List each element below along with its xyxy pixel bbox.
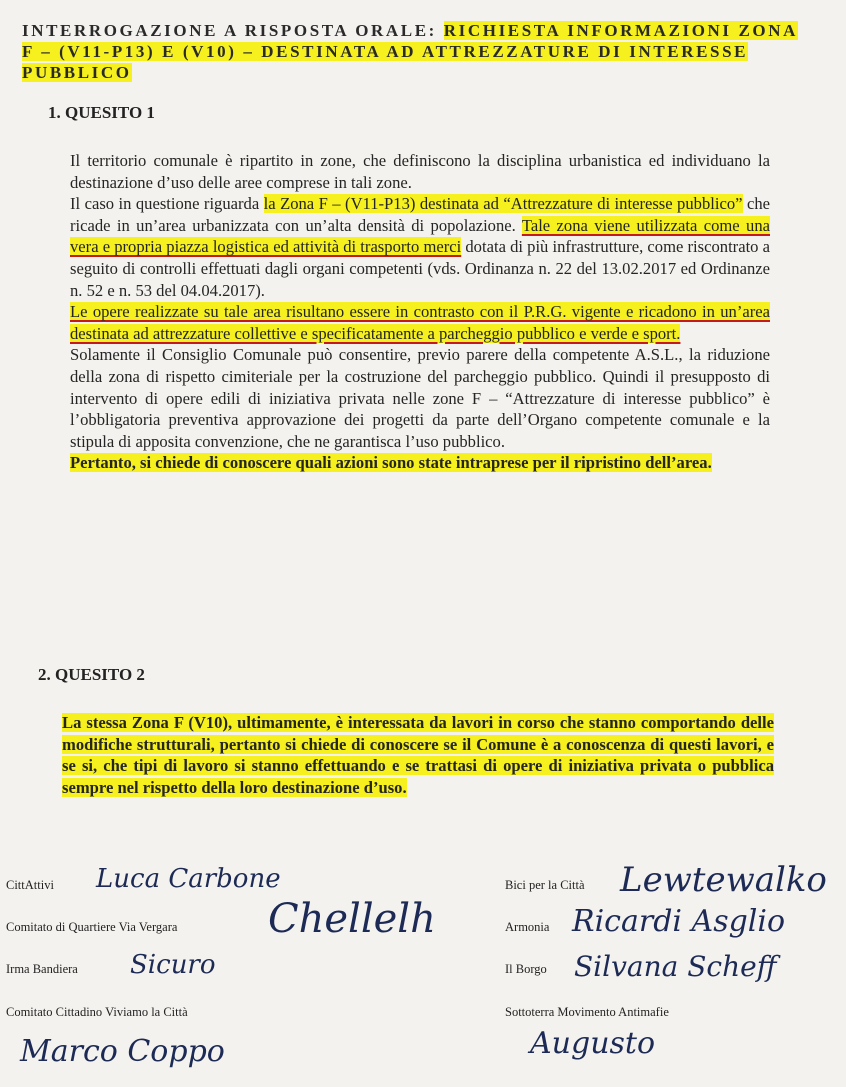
- section1-paragraph-1: Il territorio comunale è ripartito in zone, che definiscono la disciplina urbanistica ed individuano la destinazione d’uso delle aree comprese in tali zone.: [70, 151, 770, 192]
- signatory-bici-per-la-citta: Bici per la Città: [505, 878, 585, 892]
- section1-paragraph-3: [70, 301, 770, 344]
- signature-6: Ricardi Asglio: [572, 904, 786, 939]
- p2-highlight-2: Tale zona viene utilizzata come una vera e propria piazza logistica ed attività di trasporto merci: [70, 215, 770, 257]
- p3-highlight: Le opere realizzate su tale area risultano essere in contrasto con il P.R.G. vigente e ricadono in un’area destinata ad attrezzature collettive e specificatamente a parcheggio pubblico e verde e sport.: [70, 302, 770, 343]
- signature-7: Silvana Scheff: [574, 950, 777, 983]
- signature-2: Chellelh: [268, 896, 436, 942]
- signatory-armonia: Armonia: [505, 920, 550, 934]
- p2-text-c: dotata di più infrastrutture, come riscontrato a seguito di controlli effettuati dagli organi competenti (vds. Ordinanza n. 22 del 13.02.2017 ed Ordinanze n. 52 e n. 53 del 04.04.2017).: [70, 237, 771, 300]
- p2-highlight-1: la Zona F – (V11-P13) destinata ad “Attrezzature di interesse pubblico”: [263, 194, 743, 214]
- p2-text-a: Il caso in questione riguarda: [70, 194, 264, 214]
- signatory-comitato-cittadino: Comitato Cittadino Viviamo la Città: [6, 1005, 188, 1019]
- section2-highlight: La stessa Zona F (V10), ultimamente, è interessata da lavori in corso che stanno comportando delle modifiche strutturali, pertanto si chiede di conoscere se il Comune è a conoscenza di questi lavori, e se si, che tipi di lavoro si stanno effettuando e se trattasi di opere di iniziativa privata o pubblica sempre nel rispetto della loro destinazione d’uso.: [62, 713, 774, 797]
- signature-1: Luca Carbone: [96, 864, 281, 894]
- document-title: [22, 20, 812, 83]
- p2-text-b: che ricade in un’area urbanizzata con un’alta densità di popolazione.: [70, 194, 770, 235]
- section1-heading: 1. QUESITO 1: [48, 103, 155, 122]
- p5-highlight: Pertanto, si chiede di conoscere quali azioni sono state intraprese per il ripristino dell’area.: [70, 453, 712, 473]
- section1-paragraph-5: [70, 452, 770, 474]
- section1-paragraph-4: Solamente il Consiglio Comunale può consentire, previo parere della competente A.S.L., la riduzione della zona di rispetto cimiteriale per la costruzione del parcheggio pubblico. Quindi il presupposto di intervento di opere edili di iniziativa privata nelle zone F – “Attrezzature di interesse pubblico” è l’obbligatoria preventiva approvazione dei progetti da parte dell’Organo competente comunale e la stipula di apposita convenzione, che ne garantisca l’uso pubblico.: [70, 345, 770, 451]
- signature-4: Marco Coppo: [20, 1034, 225, 1069]
- section2-paragraph-1: [62, 712, 774, 798]
- section1-paragraph-2: [70, 193, 770, 301]
- signature-3: Sicuro: [130, 950, 216, 980]
- section2-heading: 2. QUESITO 2: [38, 665, 145, 684]
- signature-8: Augusto: [530, 1026, 656, 1061]
- signature-5: Lewtewalko: [620, 860, 827, 900]
- section1-body: [70, 150, 770, 474]
- signatory-il-borgo: Il Borgo: [505, 962, 547, 976]
- signatory-sottoterra: Sottoterra Movimento Antimafie: [505, 1005, 669, 1019]
- signatory-irma-bandiera: Irma Bandiera: [6, 962, 78, 976]
- title-plain: INTERROGAZIONE A RISPOSTA ORALE:: [22, 21, 444, 40]
- signatory-cittattivi: CittAttivi: [6, 878, 54, 892]
- section2-body: [62, 712, 774, 798]
- signatory-comitato-quartiere: Comitato di Quartiere Via Vergara: [6, 920, 178, 934]
- title-highlighted: RICHIESTA INFORMAZIONI ZONA F – (V11-P13) E (V10) – DESTINATA AD ATTREZZATURE DI INTERESSE PUBBLICO: [22, 21, 798, 82]
